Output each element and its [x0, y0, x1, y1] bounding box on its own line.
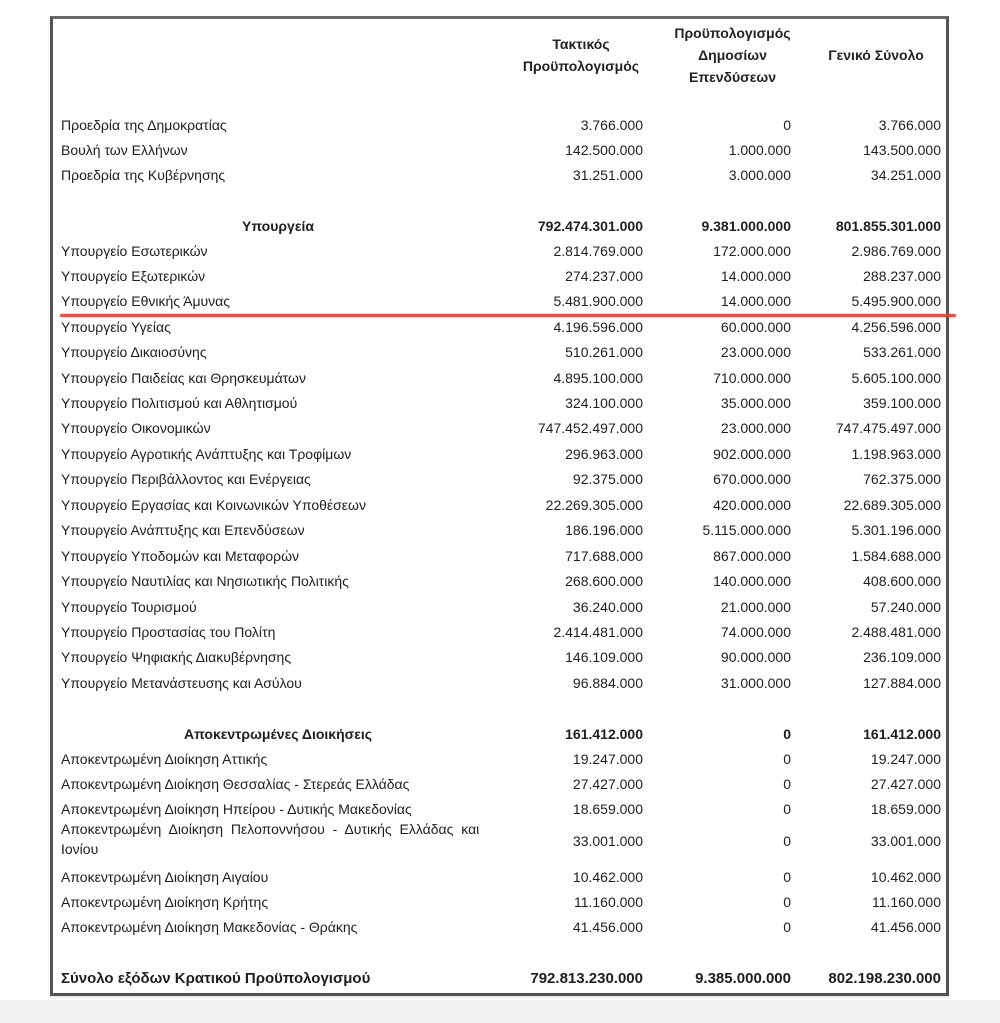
- row-value-v1: 2.814.769.000: [553, 243, 643, 259]
- row-label: Υπουργείο Εσωτερικών: [61, 243, 208, 259]
- header-col2-line1: Προϋπολογισμός: [674, 25, 791, 41]
- row-label: Υπουργείο Τουρισμού: [61, 599, 197, 615]
- row-value-v2: 0: [783, 117, 791, 133]
- row-label: Υπουργείο Υγείας: [61, 319, 171, 335]
- row-label: Σύνολο εξόδων Κρατικού Προϋπολογισμού: [61, 970, 371, 987]
- table-row: [53, 163, 946, 188]
- row-value-v2: 420.000.000: [713, 497, 791, 513]
- row-value-v1: 33.001.000: [572, 833, 643, 849]
- row-value-v3: 802.198.230.000: [828, 970, 941, 987]
- row-label: Υπουργεία: [242, 218, 314, 234]
- row-value-v3: 11.160.000: [871, 894, 941, 910]
- row-value-v1: 19.247.000: [572, 751, 643, 767]
- header-col3-line1: Γενικό Σύνολο: [828, 47, 924, 63]
- header-col3: [806, 44, 946, 66]
- row-value-v1: 36.240.000: [572, 599, 643, 615]
- row-value-v2: 1.000.000: [728, 142, 791, 158]
- row-value-v3: 533.261.000: [863, 344, 941, 360]
- row-value-v2: 710.000.000: [713, 370, 791, 386]
- table-row: [53, 289, 946, 314]
- header-col2-line3: Επενδύσεων: [689, 69, 776, 85]
- row-value-v2: 3.000.000: [728, 167, 791, 183]
- row-value-v3: 408.600.000: [863, 573, 941, 589]
- table-row: [53, 890, 946, 915]
- row-label: Υπουργείο Εθνικής Άμυνας: [61, 293, 231, 309]
- row-value-v1: 5.481.900.000: [553, 293, 643, 309]
- row-label: Υπουργείο Περιβάλλοντος και Ενέργειας: [61, 471, 311, 487]
- row-value-v2: 60.000.000: [720, 319, 791, 335]
- row-value-v1: 27.427.000: [572, 776, 643, 792]
- row-value-v2: 21.000.000: [720, 599, 791, 615]
- row-value-v1: 4.196.596.000: [553, 319, 643, 335]
- row-value-v2: 0: [783, 801, 791, 817]
- table-row: [53, 264, 946, 289]
- row-value-v1: 717.688.000: [565, 548, 643, 564]
- table-row: [53, 569, 946, 594]
- row-value-v2: 140.000.000: [713, 573, 791, 589]
- row-value-v1: 161.412.000: [565, 726, 643, 742]
- table-row: [53, 113, 946, 138]
- row-label: Υπουργείο Πολιτισμού και Αθλητισμού: [61, 395, 298, 411]
- row-value-v1: 2.414.481.000: [553, 624, 643, 640]
- red-underline-annotation: [60, 314, 956, 317]
- row-value-v3: 34.251.000: [870, 167, 941, 183]
- header-col2-line2: Δημοσίων: [698, 47, 767, 63]
- row-label: Υπουργείο Εξωτερικών: [61, 268, 206, 284]
- row-label: Υπουργείο Παιδείας και Θρησκευμάτων: [61, 370, 306, 386]
- row-value-v2: 0: [783, 776, 791, 792]
- table-row: [53, 915, 946, 940]
- row-value-v3: 5.605.100.000: [851, 370, 941, 386]
- row-label: Αποκεντρωμένη Διοίκηση Αττικής: [61, 751, 268, 767]
- row-value-v2: 35.000.000: [720, 395, 791, 411]
- table-row: [53, 442, 946, 467]
- table-row: [53, 239, 946, 264]
- row-value-v2: 74.000.000: [720, 624, 791, 640]
- row-value-v3: 4.256.596.000: [851, 319, 941, 335]
- row-value-v1: 274.237.000: [565, 268, 643, 284]
- header-col1-line1: Τακτικός: [552, 36, 610, 52]
- table-row: [53, 772, 946, 797]
- row-label: Αποκεντρωμένη Διοίκηση Κρήτης: [61, 894, 269, 910]
- row-label: Υπουργείο Ναυτιλίας και Νησιωτικής Πολιτικής: [61, 573, 349, 589]
- row-value-v3: 359.100.000: [863, 395, 941, 411]
- row-value-v2: 31.000.000: [720, 675, 791, 691]
- row-value-v2: 0: [783, 833, 791, 849]
- row-value-v3: 3.766.000: [878, 117, 941, 133]
- row-label: Υπουργείο Αγροτικής Ανάπτυξης και Τροφίμων: [61, 446, 352, 462]
- table-row: [53, 645, 946, 670]
- row-value-v1: 96.884.000: [572, 675, 643, 691]
- row-value-v3: 1.198.963.000: [851, 446, 941, 462]
- row-value-v3: 22.689.305.000: [843, 497, 941, 513]
- table-row: [53, 671, 946, 696]
- row-value-v1: 4.895.100.000: [553, 370, 643, 386]
- row-value-v2: 172.000.000: [713, 243, 791, 259]
- row-value-v2: 23.000.000: [720, 420, 791, 436]
- row-label: Αποκεντρωμένη Διοίκηση Θεσσαλίας - Στερεάς Ελλάδας: [61, 776, 410, 792]
- row-value-v1: 510.261.000: [565, 344, 643, 360]
- row-label: Αποκεντρωμένη Διοίκηση Πελοποννήσου - Δυτικής Ελλάδας και Ιονίου: [61, 821, 480, 857]
- table-row: [53, 493, 946, 518]
- row-value-v3: 33.001.000: [870, 833, 941, 849]
- row-value-v3: 127.884.000: [863, 675, 941, 691]
- row-value-v2: 0: [783, 869, 791, 885]
- row-label: Αποκεντρωμένη Διοίκηση Μακεδονίας - Θράκης: [61, 919, 358, 935]
- table-row: [53, 595, 946, 620]
- table-row: [53, 544, 946, 569]
- table-header: [53, 19, 946, 109]
- table-row: [53, 747, 946, 772]
- row-value-v3: 1.584.688.000: [851, 548, 941, 564]
- row-label: Υπουργείο Εργασίας και Κοινωνικών Υποθέσεων: [61, 497, 366, 513]
- row-value-v2: 0: [783, 919, 791, 935]
- row-value-v1: 792.813.230.000: [530, 970, 643, 987]
- row-label: Υπουργείο Υποδομών και Μεταφορών: [61, 548, 300, 564]
- row-value-v1: 18.659.000: [572, 801, 643, 817]
- row-value-v2: 14.000.000: [720, 293, 791, 309]
- row-label: Υπουργείο Προστασίας του Πολίτη: [61, 624, 276, 640]
- row-value-v3: 2.986.769.000: [851, 243, 941, 259]
- row-label: Προεδρία της Δημοκρατίας: [61, 117, 227, 133]
- row-value-v2: 670.000.000: [713, 471, 791, 487]
- row-value-v3: 18.659.000: [870, 801, 941, 817]
- table-row: [53, 340, 946, 365]
- row-value-v2: 0: [783, 751, 791, 767]
- row-value-v3: 5.301.196.000: [851, 522, 941, 538]
- row-value-v1: 10.462.000: [572, 869, 643, 885]
- row-value-v1: 186.196.000: [565, 522, 643, 538]
- table-row: [53, 865, 946, 890]
- row-label: Υπουργείο Οικονομικών: [61, 420, 211, 436]
- row-value-v3: 27.427.000: [870, 776, 941, 792]
- section-row: [53, 722, 946, 747]
- row-value-v3: 747.475.497.000: [835, 420, 941, 436]
- table-row: [53, 366, 946, 391]
- row-label: Αποκεντρωμένη Διοίκηση Ηπείρου - Δυτικής Μακεδονίας: [61, 801, 412, 817]
- row-value-v2: 14.000.000: [720, 268, 791, 284]
- row-value-v2: 90.000.000: [720, 649, 791, 665]
- row-value-v3: 2.488.481.000: [851, 624, 941, 640]
- row-value-v1: 142.500.000: [565, 142, 643, 158]
- row-value-v1: 747.452.497.000: [537, 420, 643, 436]
- row-label: Υπουργείο Ανάπτυξης και Επενδύσεων: [61, 522, 305, 538]
- row-value-v1: 3.766.000: [580, 117, 643, 133]
- table-row: [53, 620, 946, 645]
- row-value-v3: 143.500.000: [863, 142, 941, 158]
- header-col2: [660, 22, 805, 88]
- page-bottom-margin: [0, 1000, 1000, 1023]
- row-value-v3: 236.109.000: [863, 649, 941, 665]
- row-value-v2: 23.000.000: [720, 344, 791, 360]
- total-row: [53, 966, 946, 991]
- row-value-v1: 146.109.000: [565, 649, 643, 665]
- row-label: Αποκεντρωμένη Διοίκηση Αιγαίου: [61, 869, 269, 885]
- row-value-v3: 41.456.000: [870, 919, 941, 935]
- row-value-v2: 0: [783, 894, 791, 910]
- row-value-v2: 0: [783, 726, 791, 742]
- table-row: [53, 315, 946, 340]
- row-label: Προεδρία της Κυβέρνησης: [61, 167, 226, 183]
- row-value-v1: 268.600.000: [565, 573, 643, 589]
- row-label: Υπουργείο Μετανάστευσης και Ασύλου: [61, 675, 302, 691]
- table-row: [53, 391, 946, 416]
- row-value-v2: 5.115.000.000: [702, 522, 791, 538]
- row-value-v3: 5.495.900.000: [851, 293, 941, 309]
- row-label: Βουλή των Ελλήνων: [61, 142, 188, 158]
- row-label: Αποκεντρωμένες Διοικήσεις: [183, 726, 373, 742]
- budget-table: [50, 16, 949, 996]
- table-row: [53, 138, 946, 163]
- row-value-v2: 902.000.000: [713, 446, 791, 462]
- row-value-v2: 9.381.000.000: [701, 218, 791, 234]
- table-row: [53, 819, 946, 863]
- row-value-v3: 801.855.301.000: [835, 218, 941, 234]
- table-row: [53, 467, 946, 492]
- row-value-v1: 296.963.000: [565, 446, 643, 462]
- row-value-v1: 22.269.305.000: [545, 497, 643, 513]
- table-row: [53, 518, 946, 543]
- row-value-v2: 867.000.000: [713, 548, 791, 564]
- row-value-v1: 92.375.000: [572, 471, 643, 487]
- row-label: Υπουργείο Ψηφιακής Διακυβέρνησης: [61, 649, 292, 665]
- row-value-v3: 161.412.000: [863, 726, 941, 742]
- row-value-v3: 57.240.000: [870, 599, 941, 615]
- row-value-v1: 41.456.000: [572, 919, 643, 935]
- section-row: [53, 214, 946, 239]
- row-value-v3: 288.237.000: [863, 268, 941, 284]
- header-col1: [511, 33, 651, 77]
- row-value-v2: 9.385.000.000: [695, 970, 791, 987]
- table-row: [53, 416, 946, 441]
- header-col1-line2: Προϋπολογισμός: [522, 58, 640, 74]
- row-value-v3: 10.462.000: [870, 869, 941, 885]
- row-value-v1: 31.251.000: [572, 167, 643, 183]
- row-value-v1: 324.100.000: [565, 395, 643, 411]
- row-value-v3: 19.247.000: [870, 751, 941, 767]
- row-value-v3: 762.375.000: [863, 471, 941, 487]
- row-label: Υπουργείο Δικαιοσύνης: [61, 344, 207, 360]
- row-value-v1: 11.160.000: [573, 894, 643, 910]
- row-value-v1: 792.474.301.000: [537, 218, 643, 234]
